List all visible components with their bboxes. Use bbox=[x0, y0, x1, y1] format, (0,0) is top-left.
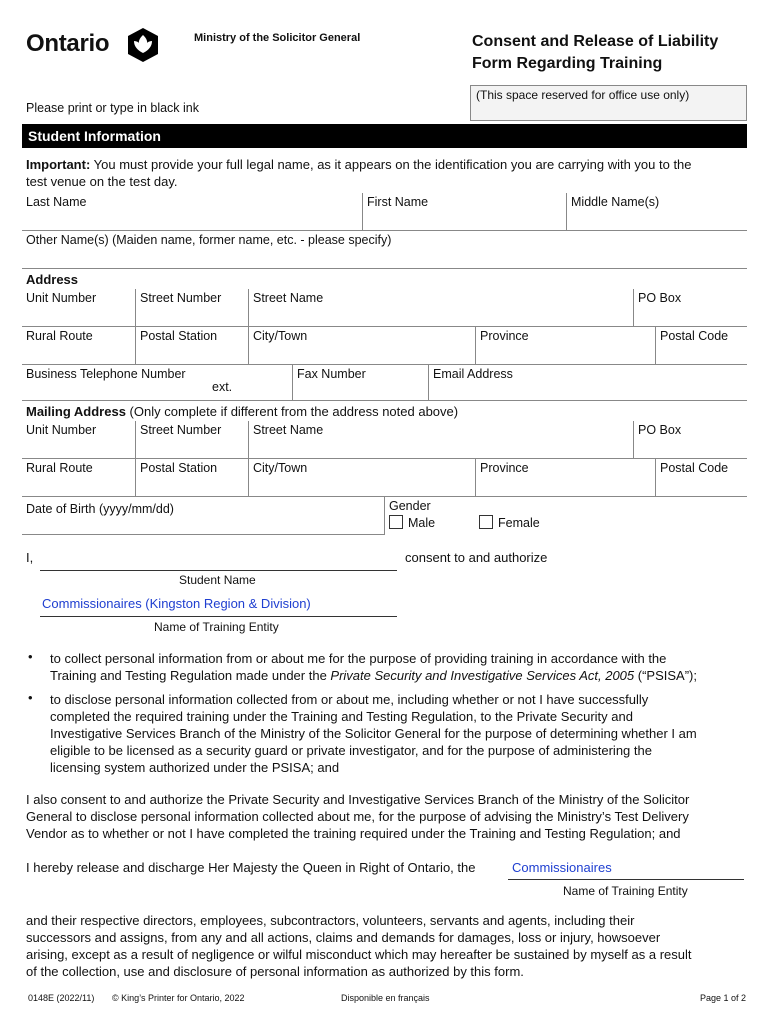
fax-label: Fax Number bbox=[297, 367, 366, 381]
student-name-label: Student Name bbox=[179, 573, 256, 587]
copyright: © King’s Printer for Ontario, 2022 bbox=[112, 993, 245, 1003]
bullet-2-line-1: to disclose personal information collected from or about me, including whether or not I have successfully bbox=[50, 692, 649, 707]
mail-rural-route-field[interactable] bbox=[22, 459, 135, 497]
mail-postal-station-field[interactable] bbox=[135, 459, 248, 497]
ministry-name: Ministry of the Solicitor General bbox=[194, 32, 361, 44]
office-use-box bbox=[470, 85, 747, 121]
city-town-field[interactable] bbox=[248, 327, 475, 365]
street-name-label: Street Name bbox=[253, 291, 324, 305]
province-field[interactable] bbox=[475, 327, 655, 365]
unit-number-label: Unit Number bbox=[26, 291, 97, 305]
office-use-label: (This space reserved for office use only) bbox=[476, 88, 690, 102]
dob-label: Date of Birth (yyyy/mm/dd) bbox=[26, 502, 174, 516]
business-phone-label: Business Telephone Number bbox=[26, 367, 186, 381]
release-entity-label: Name of Training Entity bbox=[563, 884, 688, 898]
fax-field[interactable] bbox=[292, 365, 428, 401]
paragraph-1-line-2: General to disclose personal information collected about me, for the purpose of advising the Ministry’s Test Delivery bbox=[26, 809, 689, 824]
other-names-field[interactable] bbox=[22, 231, 747, 269]
b1-post: (“PSISA”); bbox=[634, 668, 697, 683]
b1-pre: Training and Testing Regulation made under the bbox=[50, 668, 331, 683]
gender-label: Gender bbox=[389, 499, 431, 513]
rural-route-field[interactable] bbox=[22, 327, 135, 365]
paragraph-2-line-3: arising, except as a result of negligence or wilful misconduct which may hereafter be sustained by myself as a result bbox=[26, 947, 692, 962]
email-field[interactable] bbox=[428, 365, 747, 401]
bullet-2-line-3: Investigative Services Branch of the Ministry of the Solicitor General for the purpose of determining whether I am bbox=[50, 726, 697, 741]
mail-postal-code-field[interactable] bbox=[655, 459, 747, 497]
important-text: You must provide your full legal name, as it appears on the identification you are carrying with you to the bbox=[90, 157, 692, 172]
province-label: Province bbox=[480, 329, 529, 343]
male-label: Male bbox=[408, 516, 436, 530]
mail-unit-number-label: Unit Number bbox=[26, 423, 97, 437]
bullet-2: • bbox=[28, 690, 33, 705]
street-number-label: Street Number bbox=[140, 291, 222, 305]
po-box-field[interactable] bbox=[633, 289, 747, 327]
last-name-field[interactable] bbox=[22, 193, 362, 231]
rural-route-label: Rural Route bbox=[26, 329, 93, 343]
mail-rural-route-label: Rural Route bbox=[26, 461, 93, 475]
form-title-line2: Form Regarding Training bbox=[472, 55, 663, 72]
address-heading: Address bbox=[26, 272, 79, 287]
bullet-2-line-2: completed the required training under the Training and Testing Regulation, to the Private Security and bbox=[50, 709, 633, 724]
important-note bbox=[26, 156, 746, 173]
middle-name-field[interactable] bbox=[566, 193, 747, 231]
female-label: Female bbox=[498, 516, 540, 530]
release-text: I hereby release and discharge Her Majesty the Queen in Right of Ontario, the bbox=[26, 860, 476, 875]
print-note: Please print or type in black ink bbox=[26, 101, 200, 115]
mail-city-town-label: City/Town bbox=[253, 461, 308, 475]
postal-code-label: Postal Code bbox=[660, 329, 729, 343]
mail-po-box-label: PO Box bbox=[638, 423, 682, 437]
release-entity-value[interactable]: Commissionaires bbox=[512, 860, 612, 875]
mail-po-box-field[interactable] bbox=[633, 421, 747, 459]
paragraph-2-line-4: of the collection, use and disclosure of personal information as authorized by this form. bbox=[26, 964, 524, 979]
dob-field[interactable] bbox=[22, 497, 384, 535]
mail-street-name-label: Street Name bbox=[253, 423, 324, 437]
form-title-line1: Consent and Release of Liability bbox=[472, 33, 719, 50]
consent-i: I, bbox=[26, 550, 34, 565]
unit-number-field[interactable] bbox=[22, 289, 135, 327]
email-label: Email Address bbox=[433, 367, 513, 381]
page-number: Page 1 of 2 bbox=[700, 993, 747, 1003]
french-link[interactable]: Disponible en français bbox=[341, 993, 430, 1003]
paragraph-2-line-1: and their respective directors, employees, subcontractors, volunteers, servants and agents, including their bbox=[26, 913, 635, 928]
ontario-logo-text: Ontario bbox=[26, 30, 110, 57]
training-entity-value[interactable]: Commissionaires (Kingston Region & Division) bbox=[42, 596, 311, 611]
business-phone-field[interactable] bbox=[22, 365, 292, 401]
city-town-label: City/Town bbox=[253, 329, 308, 343]
student-name-input-line[interactable] bbox=[40, 553, 397, 571]
male-checkbox[interactable] bbox=[389, 515, 403, 529]
mail-unit-number-field[interactable] bbox=[22, 421, 135, 459]
consent-text: consent to and authorize bbox=[405, 550, 548, 565]
street-name-field[interactable] bbox=[248, 289, 633, 327]
last-name-label: Last Name bbox=[26, 195, 87, 209]
important-text-2: test venue on the test day. bbox=[26, 174, 178, 189]
important-label: Important: bbox=[26, 157, 91, 172]
release-entity-line bbox=[508, 862, 744, 880]
training-entity-label: Name of Training Entity bbox=[154, 620, 279, 634]
bullet-1-line-1: to collect personal information from or about me for the purpose of providing training in accordance with the bbox=[50, 651, 667, 666]
bullet-1-line-2 bbox=[50, 667, 697, 684]
form-id: 0148E (2022/11) bbox=[28, 993, 95, 1003]
mailing-heading-label: Mailing Address bbox=[26, 404, 126, 419]
training-entity-line bbox=[40, 598, 397, 617]
mail-street-name-field[interactable] bbox=[248, 421, 633, 459]
ext-label: ext. bbox=[212, 380, 233, 394]
paragraph-1-line-3: Vendor as to whether or not I have completed the training required under the Training and Testing Regulation; and bbox=[26, 826, 681, 841]
mail-street-number-field[interactable] bbox=[135, 421, 248, 459]
mailing-heading bbox=[26, 403, 458, 420]
mail-province-label: Province bbox=[480, 461, 529, 475]
other-names-label: Other Name(s) (Maiden name, former name, etc. - please specify) bbox=[26, 233, 392, 247]
section-bar-student-info bbox=[22, 124, 747, 148]
mail-postal-station-label: Postal Station bbox=[140, 461, 218, 475]
mail-city-town-field[interactable] bbox=[248, 459, 475, 497]
trillium-logo-icon bbox=[126, 26, 160, 67]
postal-station-label: Postal Station bbox=[140, 329, 218, 343]
bullet-1: • bbox=[28, 649, 33, 664]
mail-street-number-label: Street Number bbox=[140, 423, 222, 437]
paragraph-1-line-1: I also consent to and authorize the Private Security and Investigative Services Branch of the Ministry of the Solicitor bbox=[26, 792, 690, 807]
street-number-field[interactable] bbox=[135, 289, 248, 327]
bullet-2-line-4: eligible to be licensed as a security guard or private investigator, and for the purpose of administering the bbox=[50, 743, 652, 758]
postal-code-field[interactable] bbox=[655, 327, 747, 365]
postal-station-field[interactable] bbox=[135, 327, 248, 365]
female-checkbox[interactable] bbox=[479, 515, 493, 529]
first-name-label: First Name bbox=[367, 195, 429, 209]
act-name: Private Security and Investigative Services Act, 2005 bbox=[330, 668, 635, 683]
mail-postal-code-label: Postal Code bbox=[660, 461, 729, 475]
bullet-2-line-5: licensing system authorized under the PSISA; and bbox=[50, 760, 340, 775]
mailing-heading-note: (Only complete if different from the address noted above) bbox=[125, 404, 459, 419]
middle-name-label: Middle Name(s) bbox=[571, 195, 660, 209]
mail-province-field[interactable] bbox=[475, 459, 655, 497]
po-box-label: PO Box bbox=[638, 291, 682, 305]
paragraph-2-line-2: successors and assigns, from any and all actions, claims and demands for damages, loss or injury, howsoever bbox=[26, 930, 661, 945]
first-name-field[interactable] bbox=[362, 193, 566, 231]
section-title: Student Information bbox=[28, 128, 161, 144]
